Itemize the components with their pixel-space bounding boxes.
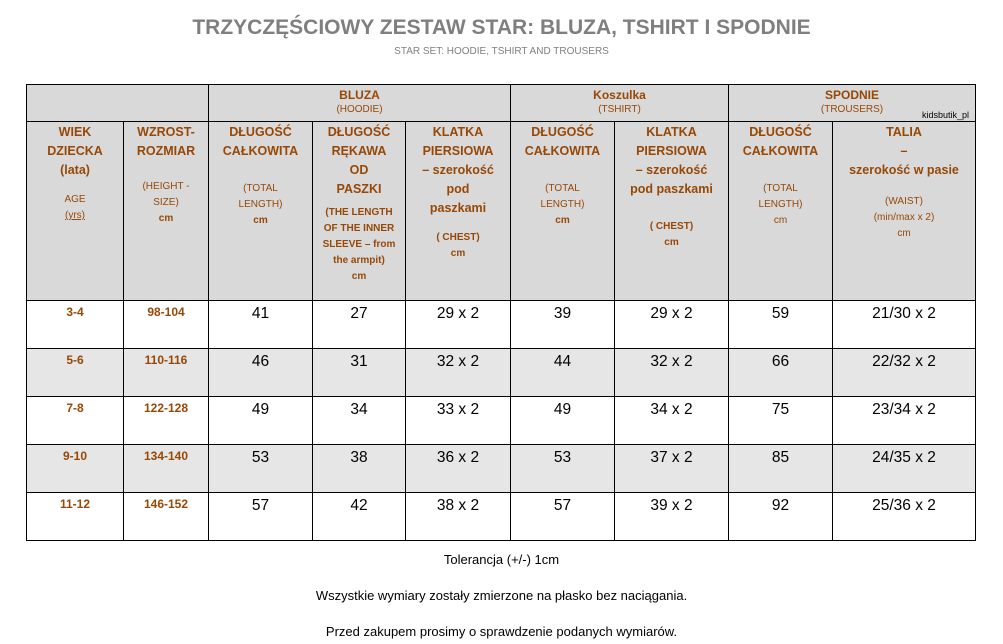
cell-tshirt-chest: 29 x 2 xyxy=(615,301,729,349)
cell-hoodie-sleeve: 27 xyxy=(313,301,406,349)
measurement-note: Wszystkie wymiary zostały zmierzone na płasko bez naciągania. xyxy=(315,588,688,603)
page-title: TRZYCZĘŚCIOWY ZESTAW STAR: BLUZA, TSHIRT I SPODNIE xyxy=(192,16,811,39)
group-tshirt xyxy=(511,85,729,122)
cell-tshirt-length: 49 xyxy=(511,397,615,445)
group-blank-cell xyxy=(27,85,209,122)
header-text: – xyxy=(900,144,908,158)
header-hoodie-sleeve xyxy=(313,122,406,301)
header-text: CAŁKOWITA xyxy=(742,144,819,158)
header-en-text: AGE xyxy=(64,194,86,205)
group-trousers xyxy=(729,85,976,122)
header-en-text: (min/max x 2) xyxy=(873,212,935,223)
cell-tshirt-chest: 37 x 2 xyxy=(615,445,729,493)
group-hoodie-sub: (HOODIE) xyxy=(336,104,383,115)
cell-hoodie-sleeve: 31 xyxy=(313,349,406,397)
header-en-text: (TOTAL xyxy=(545,183,580,194)
header-text: WIEK xyxy=(58,125,92,139)
cell-tshirt-length: 39 xyxy=(511,301,615,349)
header-unit: cm xyxy=(253,215,268,226)
cell-age: 7-8 xyxy=(27,397,124,445)
header-text: DŁUGOŚĆ xyxy=(229,125,292,139)
header-text: ROZMIAR xyxy=(136,144,196,158)
header-en-text: (THE LENGTH xyxy=(325,207,393,218)
table-row xyxy=(27,445,976,493)
header-text: paszkami xyxy=(429,201,487,215)
header-text: pod xyxy=(446,182,470,196)
cell-hoodie-sleeve: 34 xyxy=(313,397,406,445)
group-tshirt-label: Koszulka xyxy=(593,88,646,102)
header-en-text: (yrs) xyxy=(65,210,85,221)
page-subtitle: STAR SET: HOODIE, TSHIRT AND TROUSERS xyxy=(394,46,609,57)
header-en-text: OF THE INNER xyxy=(323,223,395,234)
cell-trousers-waist: 25/36 x 2 xyxy=(833,493,976,541)
header-trousers-length xyxy=(729,122,833,301)
header-text: pod paszkami xyxy=(630,182,713,196)
group-tshirt-sub: (TSHIRT) xyxy=(598,104,641,115)
cell-tshirt-chest: 39 x 2 xyxy=(615,493,729,541)
cell-trousers-length: 59 xyxy=(729,301,833,349)
header-en-text: LENGTH) xyxy=(238,199,283,210)
header-unit: cm xyxy=(158,213,174,224)
header-text: – szerokość xyxy=(422,163,494,177)
cell-age: 9-10 xyxy=(27,445,124,493)
cell-hoodie-sleeve: 38 xyxy=(313,445,406,493)
header-text: DZIECKA xyxy=(47,144,103,158)
cell-height: 110-116 xyxy=(124,349,209,397)
header-en-text: (WAIST) xyxy=(885,196,923,207)
header-unit: cm xyxy=(897,228,911,239)
header-unit: cm xyxy=(773,215,788,226)
header-text: DŁUGOŚĆ xyxy=(327,125,391,139)
size-chart-table xyxy=(26,84,976,541)
header-en-text: SLEEVE – from xyxy=(322,239,396,250)
header-en-text: LENGTH) xyxy=(758,199,803,210)
header-text: CAŁKOWITA xyxy=(222,144,299,158)
column-header-row xyxy=(27,122,976,301)
header-en-text: ( CHEST) xyxy=(436,232,480,243)
tolerance-note: Tolerancja (+/-) 1cm xyxy=(443,552,560,567)
header-tshirt-length xyxy=(511,122,615,301)
cell-tshirt-chest: 34 x 2 xyxy=(615,397,729,445)
cell-tshirt-length: 53 xyxy=(511,445,615,493)
header-en-text: (HEIGHT - xyxy=(142,181,190,192)
cell-tshirt-length: 44 xyxy=(511,349,615,397)
group-header-row xyxy=(27,85,976,122)
table-row xyxy=(27,397,976,445)
header-text: KLATKA xyxy=(646,125,697,139)
cell-age: 5-6 xyxy=(27,349,124,397)
header-unit: cm xyxy=(450,248,466,259)
cell-trousers-waist: 23/34 x 2 xyxy=(833,397,976,445)
table-row xyxy=(27,493,976,541)
cell-trousers-length: 85 xyxy=(729,445,833,493)
header-unit: cm xyxy=(664,237,679,248)
table-row xyxy=(27,349,976,397)
cell-tshirt-length: 57 xyxy=(511,493,615,541)
check-note: Przed zakupem prosimy o sprawdzenie podanych wymiarów. xyxy=(325,624,678,639)
header-age xyxy=(27,122,124,301)
header-text: WZROST- xyxy=(137,125,195,139)
cell-height: 122-128 xyxy=(124,397,209,445)
header-text: (lata) xyxy=(60,163,90,177)
header-text: OD xyxy=(349,163,369,177)
header-text: DŁUGOŚĆ xyxy=(531,125,594,139)
header-en-text: (TOTAL xyxy=(243,183,278,194)
cell-hoodie-chest: 29 x 2 xyxy=(406,301,511,349)
header-unit: cm xyxy=(555,215,570,226)
header-en-text: the armpit) xyxy=(333,255,385,266)
header-trousers-waist xyxy=(833,122,976,301)
cell-trousers-length: 75 xyxy=(729,397,833,445)
cell-tshirt-chest: 32 x 2 xyxy=(615,349,729,397)
group-hoodie xyxy=(209,85,511,122)
cell-hoodie-chest: 32 x 2 xyxy=(406,349,511,397)
cell-hoodie-sleeve: 42 xyxy=(313,493,406,541)
cell-hoodie-length: 57 xyxy=(209,493,313,541)
header-hoodie-length xyxy=(209,122,313,301)
header-text: PIERSIOWA xyxy=(636,144,707,158)
cell-hoodie-length: 46 xyxy=(209,349,313,397)
cell-trousers-length: 92 xyxy=(729,493,833,541)
cell-height: 134-140 xyxy=(124,445,209,493)
header-height xyxy=(124,122,209,301)
header-text: KLATKA xyxy=(432,125,484,139)
cell-height: 98-104 xyxy=(124,301,209,349)
header-hoodie-chest xyxy=(406,122,511,301)
header-text: PASZKI xyxy=(336,182,382,196)
header-text: DŁUGOŚĆ xyxy=(749,125,812,139)
group-hoodie-label: BLUZA xyxy=(339,88,380,102)
cell-hoodie-length: 53 xyxy=(209,445,313,493)
header-text: RĘKAWA xyxy=(331,144,387,158)
header-en-text: SIZE) xyxy=(153,197,179,208)
header-en-text: (TOTAL xyxy=(763,183,798,194)
cell-trousers-length: 66 xyxy=(729,349,833,397)
header-tshirt-chest xyxy=(615,122,729,301)
group-trousers-sub: (TROUSERS) xyxy=(820,104,884,115)
cell-height: 146-152 xyxy=(124,493,209,541)
cell-age: 11-12 xyxy=(27,493,124,541)
header-text: szerokość w pasie xyxy=(849,163,959,177)
cell-trousers-waist: 21/30 x 2 xyxy=(833,301,976,349)
header-text: PIERSIOWA xyxy=(422,144,494,158)
group-trousers-label: SPODNIE xyxy=(825,88,880,102)
watermark: kidsbutik_pl xyxy=(921,110,970,120)
cell-hoodie-chest: 33 x 2 xyxy=(406,397,511,445)
cell-trousers-waist: 24/35 x 2 xyxy=(833,445,976,493)
header-en-text: LENGTH) xyxy=(540,199,585,210)
cell-trousers-waist: 22/32 x 2 xyxy=(833,349,976,397)
header-en-text: ( CHEST) xyxy=(649,221,694,232)
header-text: TALIA xyxy=(886,125,922,139)
cell-hoodie-length: 49 xyxy=(209,397,313,445)
cell-age: 3-4 xyxy=(27,301,124,349)
cell-hoodie-length: 41 xyxy=(209,301,313,349)
header-unit: cm xyxy=(351,271,367,282)
header-text: – szerokość xyxy=(635,163,708,177)
cell-hoodie-chest: 38 x 2 xyxy=(406,493,511,541)
header-text: CAŁKOWITA xyxy=(524,144,601,158)
cell-hoodie-chest: 36 x 2 xyxy=(406,445,511,493)
table-row xyxy=(27,301,976,349)
